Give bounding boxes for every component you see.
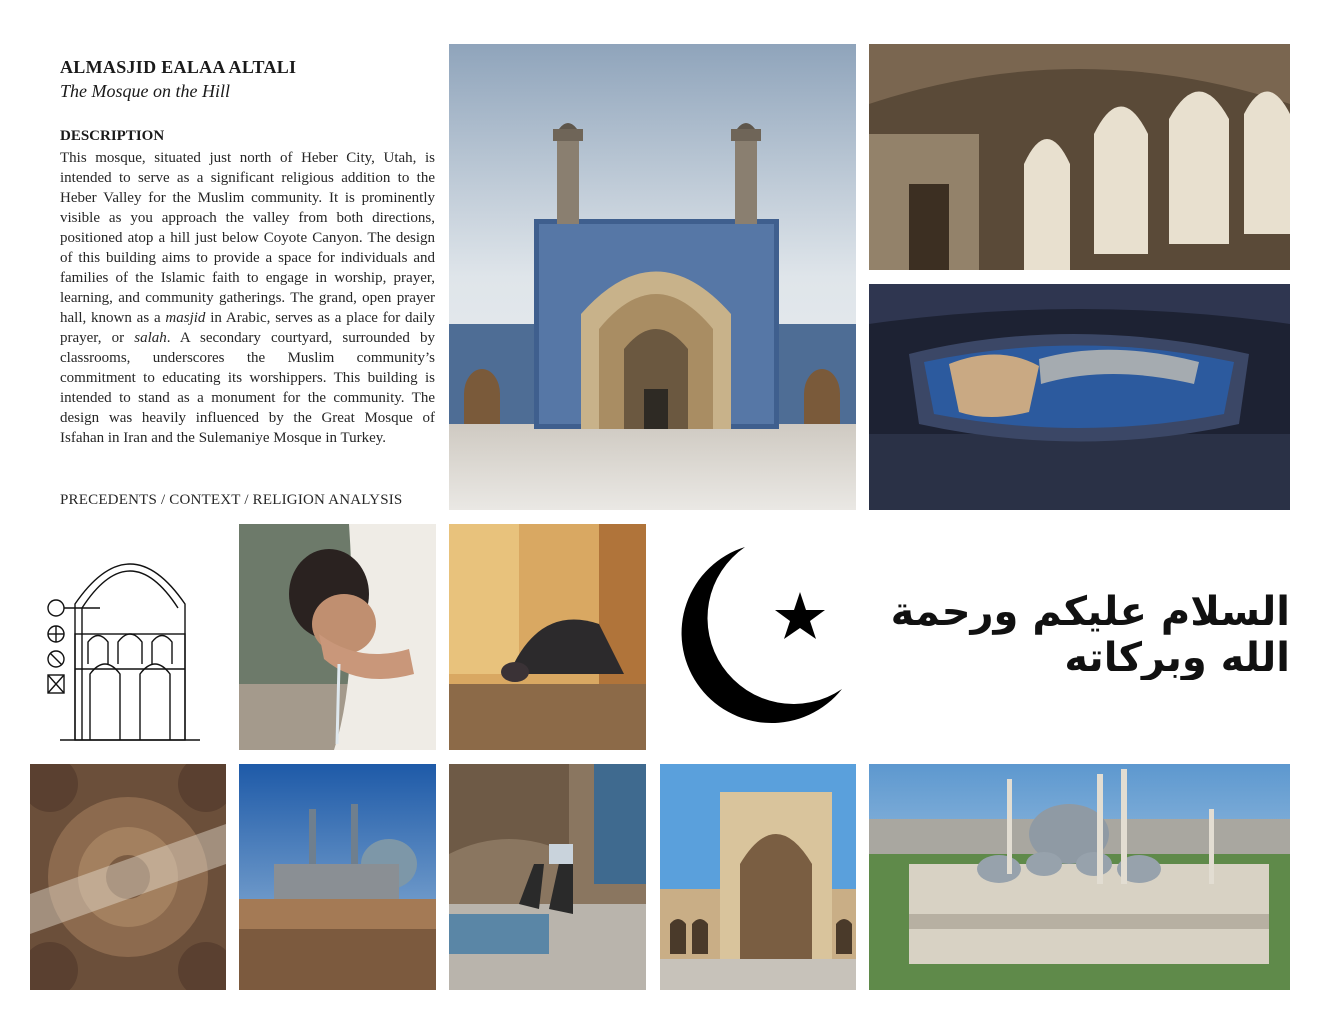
drawing-arch-elevation [30, 524, 226, 750]
photo-prostration [449, 524, 646, 750]
arabic-calligraphy [869, 590, 1290, 680]
term-masjid: masjid [165, 310, 206, 326]
photo-isfahan-skyline [239, 764, 436, 990]
calligraphy-text: السلام عليكم ورحمة الله وبركاته [890, 590, 1290, 680]
page-title: ALMASJID EALAA ALTALI [60, 57, 297, 77]
description-body: This mosque, situated just north of Heber City, Utah, is intended to serve as a significant religious addition to the Heber Valley for the Muslim community. It is prominently visible as you approach the valley from both directions, positioned atop a hill just below Coyote Canyon. The design of this building aims to provide a space for individuals and families of the Islamic faith to engage in worship, prayer, learning, and community gatherings. The grand, open prayer hall, known as a masjid in Arabic, serves as a place for daily prayer, or salah. A secondary courtyard, surrounded by classrooms, underscores the Muslim community’s commitment to educating its worshippers. This building is intended to stand as a monument for the community. The design was heavily influenced by the Great Mosque of Isfahan in Iran and the Sulemaniye Mosque in Turkey. [60, 150, 435, 446]
star-and-crescent-icon [660, 524, 856, 750]
photo-iwan-facade [660, 764, 856, 990]
photo-great-mosque-iwan [449, 44, 856, 510]
photo-arcade-lattice [869, 44, 1290, 270]
photo-dome-interior [30, 764, 226, 990]
photo-courtyard-ablution [449, 764, 646, 990]
term-salah: salah [134, 330, 167, 346]
photo-ablution [239, 524, 436, 750]
photo-suleymaniye-mosque [869, 764, 1290, 990]
section-label: PRECEDENTS / CONTEXT / RELIGION ANALYSIS [60, 492, 403, 508]
description-heading: DESCRIPTION [60, 128, 165, 144]
photo-reflection-pool [869, 284, 1290, 510]
page-subtitle: The Mosque on the Hill [60, 81, 230, 101]
